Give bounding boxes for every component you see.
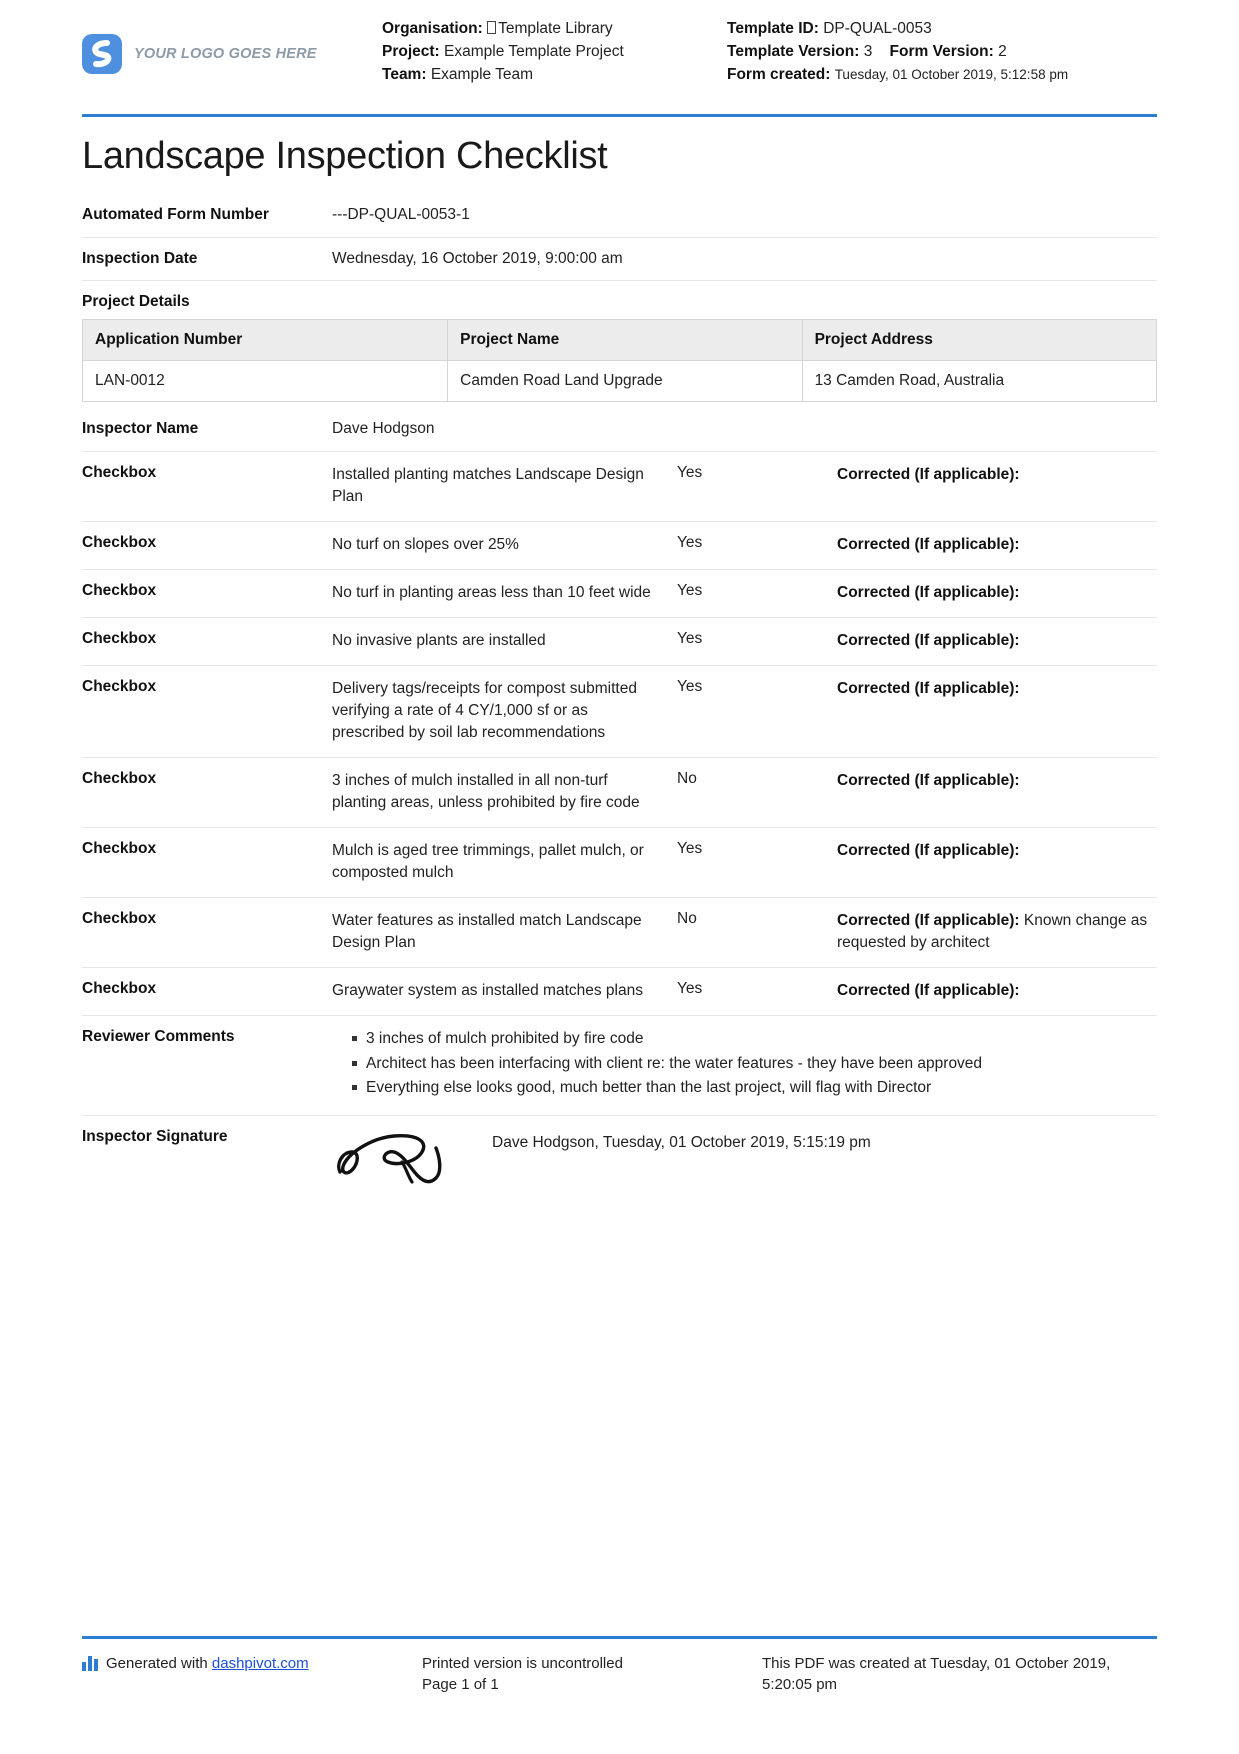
checkbox-description: Delivery tags/receipts for compost submitted verifying a rate of 4 CY/1,000 sf or as prescribed by soil lab recommendations <box>332 680 637 742</box>
list-item: Architect has been interfacing with client re: the water features - they have been approved <box>352 1053 982 1075</box>
generated-with-text <box>106 1653 309 1675</box>
template-id-value: DP-QUAL-0053 <box>823 20 932 37</box>
table-header-row <box>83 320 1157 361</box>
checkbox-description: Installed planting matches Landscape Design Plan <box>332 466 644 506</box>
checkbox-answer: Yes <box>677 534 703 552</box>
corrected-label: Corrected (If applicable): <box>837 842 1020 860</box>
corrected-label: Corrected (If applicable): <box>837 912 1020 930</box>
checklist-item <box>82 570 1157 618</box>
checkbox-label: Checkbox <box>82 630 157 648</box>
project-line <box>382 41 727 64</box>
template-id-line <box>727 18 1157 41</box>
form-created-label: Form created: <box>727 65 831 83</box>
checklist-item <box>82 522 1157 570</box>
checkbox-label: Checkbox <box>82 910 157 928</box>
cell-project-address: 13 Camden Road, Australia <box>802 361 1156 402</box>
project-label: Project: <box>382 42 440 60</box>
footer-generated-with <box>82 1653 422 1697</box>
organisation-value: Template Library <box>498 20 613 37</box>
reviewer-comments-list <box>332 1028 982 1101</box>
organisation-label: Organisation: <box>382 20 483 37</box>
cell-application-number: LAN-0012 <box>83 361 448 402</box>
page-number-text: Page 1 of 1 <box>422 1676 499 1694</box>
form-created-line <box>727 64 1157 87</box>
column-header-project-name: Project Name <box>448 320 802 361</box>
cell-project-name: Camden Road Land Upgrade <box>448 361 802 402</box>
project-details-heading: Project Details <box>82 293 190 311</box>
project-value: Example Template Project <box>444 42 624 60</box>
checkbox-corrected <box>837 582 1157 604</box>
corrected-label: Corrected (If applicable): <box>837 772 1020 790</box>
checkbox-answer: Yes <box>677 840 703 858</box>
checkbox-corrected <box>837 630 1157 652</box>
checklist-container <box>82 452 1157 1016</box>
corrected-label: Corrected (If applicable): <box>837 584 1020 602</box>
dashpivot-logo-icon <box>82 1656 98 1671</box>
checkbox-corrected <box>837 980 1157 1002</box>
team-line <box>382 64 727 87</box>
template-version-value: 3 <box>863 42 873 60</box>
document-header <box>82 0 1157 110</box>
automated-form-number-value: ---DP-QUAL-0053-1 <box>332 206 470 223</box>
printed-uncontrolled-text: Printed version is uncontrolled <box>422 1654 623 1672</box>
team-value: Example Team <box>430 65 534 83</box>
generated-prefix: Generated with <box>106 1654 212 1672</box>
form-created-value: Tuesday, 01 October 2019, 5:12:58 pm <box>834 66 1069 82</box>
page-title: Landscape Inspection Checklist <box>82 135 608 177</box>
checkbox-description: No invasive plants are installed <box>332 632 546 650</box>
missing-glyph-icon <box>487 21 496 34</box>
checkbox-description: No turf on slopes over 25% <box>332 536 519 554</box>
checkbox-label: Checkbox <box>82 840 157 858</box>
header-divider <box>82 114 1157 117</box>
inspector-name-label: Inspector Name <box>82 420 199 438</box>
checkbox-answer: No <box>677 910 697 928</box>
checkbox-corrected <box>837 464 1157 508</box>
checkbox-label: Checkbox <box>82 582 157 600</box>
checkbox-answer: Yes <box>677 464 703 482</box>
checkbox-label: Checkbox <box>82 980 157 998</box>
checkbox-answer: Yes <box>677 630 703 648</box>
corrected-label: Corrected (If applicable): <box>837 536 1020 554</box>
list-item: Everything else looks good, much better than the last project, will flag with Director <box>352 1077 982 1099</box>
signature-image <box>332 1128 492 1195</box>
template-version-label: Template Version: <box>727 42 860 60</box>
logo-block <box>82 18 382 74</box>
form-version-label: Form Version: <box>889 42 994 60</box>
inspector-name-value: Dave Hodgson <box>332 420 435 438</box>
inspection-date-label: Inspection Date <box>82 249 198 267</box>
corrected-value: Known change as requested by architect <box>837 912 1148 952</box>
checklist-item <box>82 968 1157 1016</box>
footer-divider <box>82 1636 1157 1639</box>
checkbox-corrected <box>837 770 1157 814</box>
document-footer <box>82 1636 1157 1697</box>
organisation-line <box>382 18 727 41</box>
automated-form-number-label: Automated Form Number <box>82 206 269 223</box>
reviewer-comments-row <box>82 1016 1157 1116</box>
field-row-inspection-date <box>82 238 1157 282</box>
corrected-label: Corrected (If applicable): <box>837 982 1020 1000</box>
header-meta-right <box>727 18 1157 86</box>
checkbox-label: Checkbox <box>82 770 157 788</box>
checkbox-description: 3 inches of mulch installed in all non-turf planting areas, unless prohibited by fire code <box>332 772 640 812</box>
checkbox-description: Water features as installed match Landscape Design Plan <box>332 912 642 952</box>
checkbox-corrected <box>837 910 1157 954</box>
corrected-label: Corrected (If applicable): <box>837 632 1020 650</box>
corrected-label: Corrected (If applicable): <box>837 680 1020 698</box>
checkbox-answer: Yes <box>677 980 703 998</box>
checkbox-corrected <box>837 534 1157 556</box>
column-header-application-number: Application Number <box>83 320 448 361</box>
checklist-item <box>82 452 1157 522</box>
checkbox-label: Checkbox <box>82 534 157 552</box>
inspection-date-value: Wednesday, 16 October 2019, 9:00:00 am <box>332 249 623 267</box>
signature-meta: Dave Hodgson, Tuesday, 01 October 2019, 5:15:19 pm <box>492 1134 871 1152</box>
dashpivot-link[interactable]: dashpivot.com <box>211 1654 309 1672</box>
version-line <box>727 41 1157 64</box>
company-logo-icon <box>82 34 122 74</box>
project-details-table <box>82 319 1157 402</box>
header-meta-left <box>382 18 727 86</box>
inspector-signature-row <box>82 1116 1157 1211</box>
checkbox-corrected <box>837 840 1157 884</box>
checkbox-answer: Yes <box>677 582 703 600</box>
inspector-signature-label: Inspector Signature <box>82 1128 228 1146</box>
column-header-project-address: Project Address <box>802 320 1156 361</box>
template-id-label: Template ID: <box>727 20 819 37</box>
form-version-value: 2 <box>998 42 1007 60</box>
list-item: 3 inches of mulch prohibited by fire code <box>352 1028 982 1050</box>
checklist-item <box>82 666 1157 758</box>
checkbox-corrected <box>837 678 1157 744</box>
checkbox-answer: No <box>677 770 697 788</box>
reviewer-comments-label: Reviewer Comments <box>82 1028 235 1046</box>
checkbox-answer: Yes <box>677 678 703 696</box>
checkbox-description: No turf in planting areas less than 10 feet wide <box>332 584 651 602</box>
checkbox-label: Checkbox <box>82 678 157 696</box>
checklist-item <box>82 618 1157 666</box>
checkbox-description: Mulch is aged tree trimmings, pallet mulch, or composted mulch <box>332 842 644 882</box>
field-row-automated-form-number <box>82 194 1157 238</box>
checklist-item <box>82 758 1157 828</box>
footer-print-notice <box>422 1653 762 1697</box>
checkbox-label: Checkbox <box>82 464 157 482</box>
table-row <box>83 361 1157 402</box>
logo-text: YOUR LOGO GOES HERE <box>134 46 317 62</box>
field-row-inspector-name <box>82 408 1157 452</box>
checklist-item <box>82 828 1157 898</box>
corrected-label: Corrected (If applicable): <box>837 466 1020 484</box>
footer-pdf-created: This PDF was created at Tuesday, 01 October 2019, 5:20:05 pm <box>762 1654 1111 1694</box>
checkbox-description: Graywater system as installed matches plans <box>332 982 643 1000</box>
checklist-item <box>82 898 1157 968</box>
team-label: Team: <box>382 65 427 83</box>
